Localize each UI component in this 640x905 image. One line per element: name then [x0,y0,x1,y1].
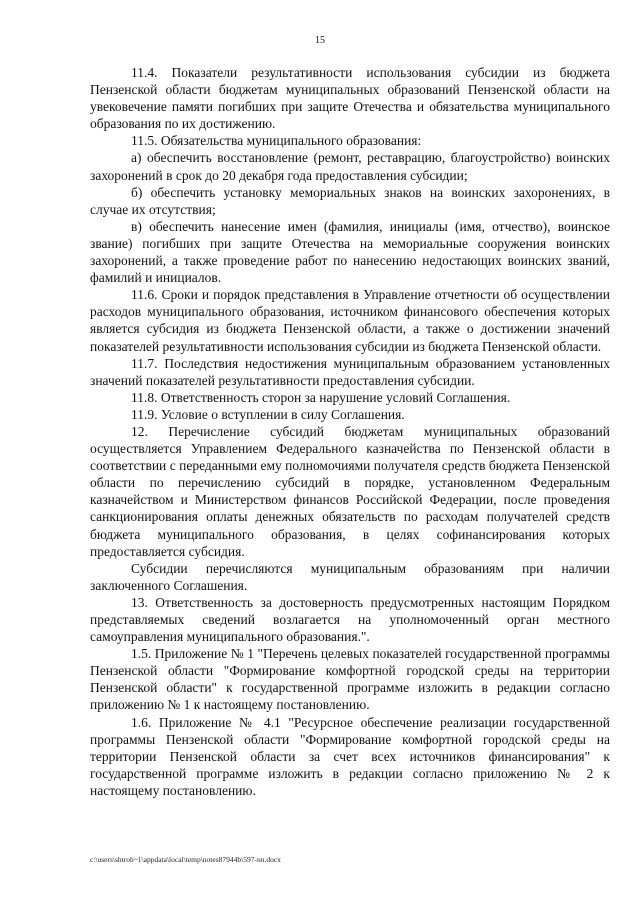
paragraph-11-5-b: б) обеспечить установку мемориальных знаков на воинских захоронениях, в случае их отсутствия; [90,184,610,217]
paragraph-11-5: 11.5. Обязательства муниципального образования: [131,133,422,149]
paragraph-12: 12. Перечисление субсидий бюджетам муниципальных образований осуществляется Управлением Федерального казначейства по Пензенской области в соответствии с переданными ему полномочиями получателя средств бюджета Пензенской области по перечислению субсидий в порядке, установленном Федеральным казначейством и Министерством финансов Российской Федерации, после проведения санкционирования оплаты денежных обязательств по расходам получателей средств бюджета муниципального образования, в целях софинансирования которых предоставляется субсидия. [90,423,610,559]
paragraph-11-5-v: в) обеспечить нанесение имен (фамилия, инициалы (имя, отчество), воинское звание) погибших при защите Отечества на мемориальные сооружения воинских захоронений, а также проведение работ по нанесению недостающих воинских званий, фамилий и инициалов. [90,218,610,286]
paragraph-11-6: 11.6. Сроки и порядок представления в Управление отчетности об осуществлении расходов муниципального образования, источником финансового обеспечения которых является субсидия из бюджета Пензенской области, а также о достижении значений показателей результативности использования субсидии из бюджета Пензенской области. [90,287,610,354]
paragraph-1-6: 1.6. Приложение № 4.1 "Ресурсное обеспечение реализации государственной программы Пензенской области "Формирование комфортной городской среды на территории Пензенской области за счет всех источников финансирования" к государственной программе изложить в редакции согласно приложению № 2 к настоящему постановлению. [90,714,610,798]
paragraph-subsidies-transfer: Субсидии перечисляются муниципальным образованиям при наличии заключенного Соглашения. [90,560,610,593]
paragraph-11-5-a: а) обеспечить восстановление (ремонт, реставрацию, благоустройство) воинских захоронений в срок до 20 декабря года предоставления субсидии; [90,150,610,183]
page-number: 15 [315,35,325,46]
paragraph-11-8: 11.8. Ответственность сторон за нарушение условий Соглашения. [131,389,511,405]
paragraph-11-9: 11.9. Условие о вступлении в силу Соглашения. [131,406,405,422]
paragraph-13: 13. Ответственность за достоверность предусмотренных настоящим Порядком представляемых сведений возлагается на уполномоченный орган местного самоуправления муниципального образования.". [90,594,610,645]
paragraph-11-4: 11.4. Показатели результативности использования субсидии из бюджета Пензенской области бюджетам муниципальных образований Пензенской области на увековечение памяти погибших при защите Отечества и обязательства муниципального образования по их достижению. [90,65,610,132]
footer-file-path: c:\users\shtroh~1\appdata\local\temp\notes87944b\597-nn.docx [90,855,281,864]
document-body [90,64,610,799]
paragraph-11-7: 11.7. Последствия недостижения муниципальным образованием установленных значений показателей результативности предоставления субсидии. [90,355,610,388]
paragraph-1-5: 1.5. Приложение № 1 "Перечень целевых показателей государственной программы Пензенской области "Формирование комфортной городской среды на территории Пензенской области" к государственной программе изложить в редакции согласно приложению № 1 к настоящему постановлению. [90,646,610,713]
